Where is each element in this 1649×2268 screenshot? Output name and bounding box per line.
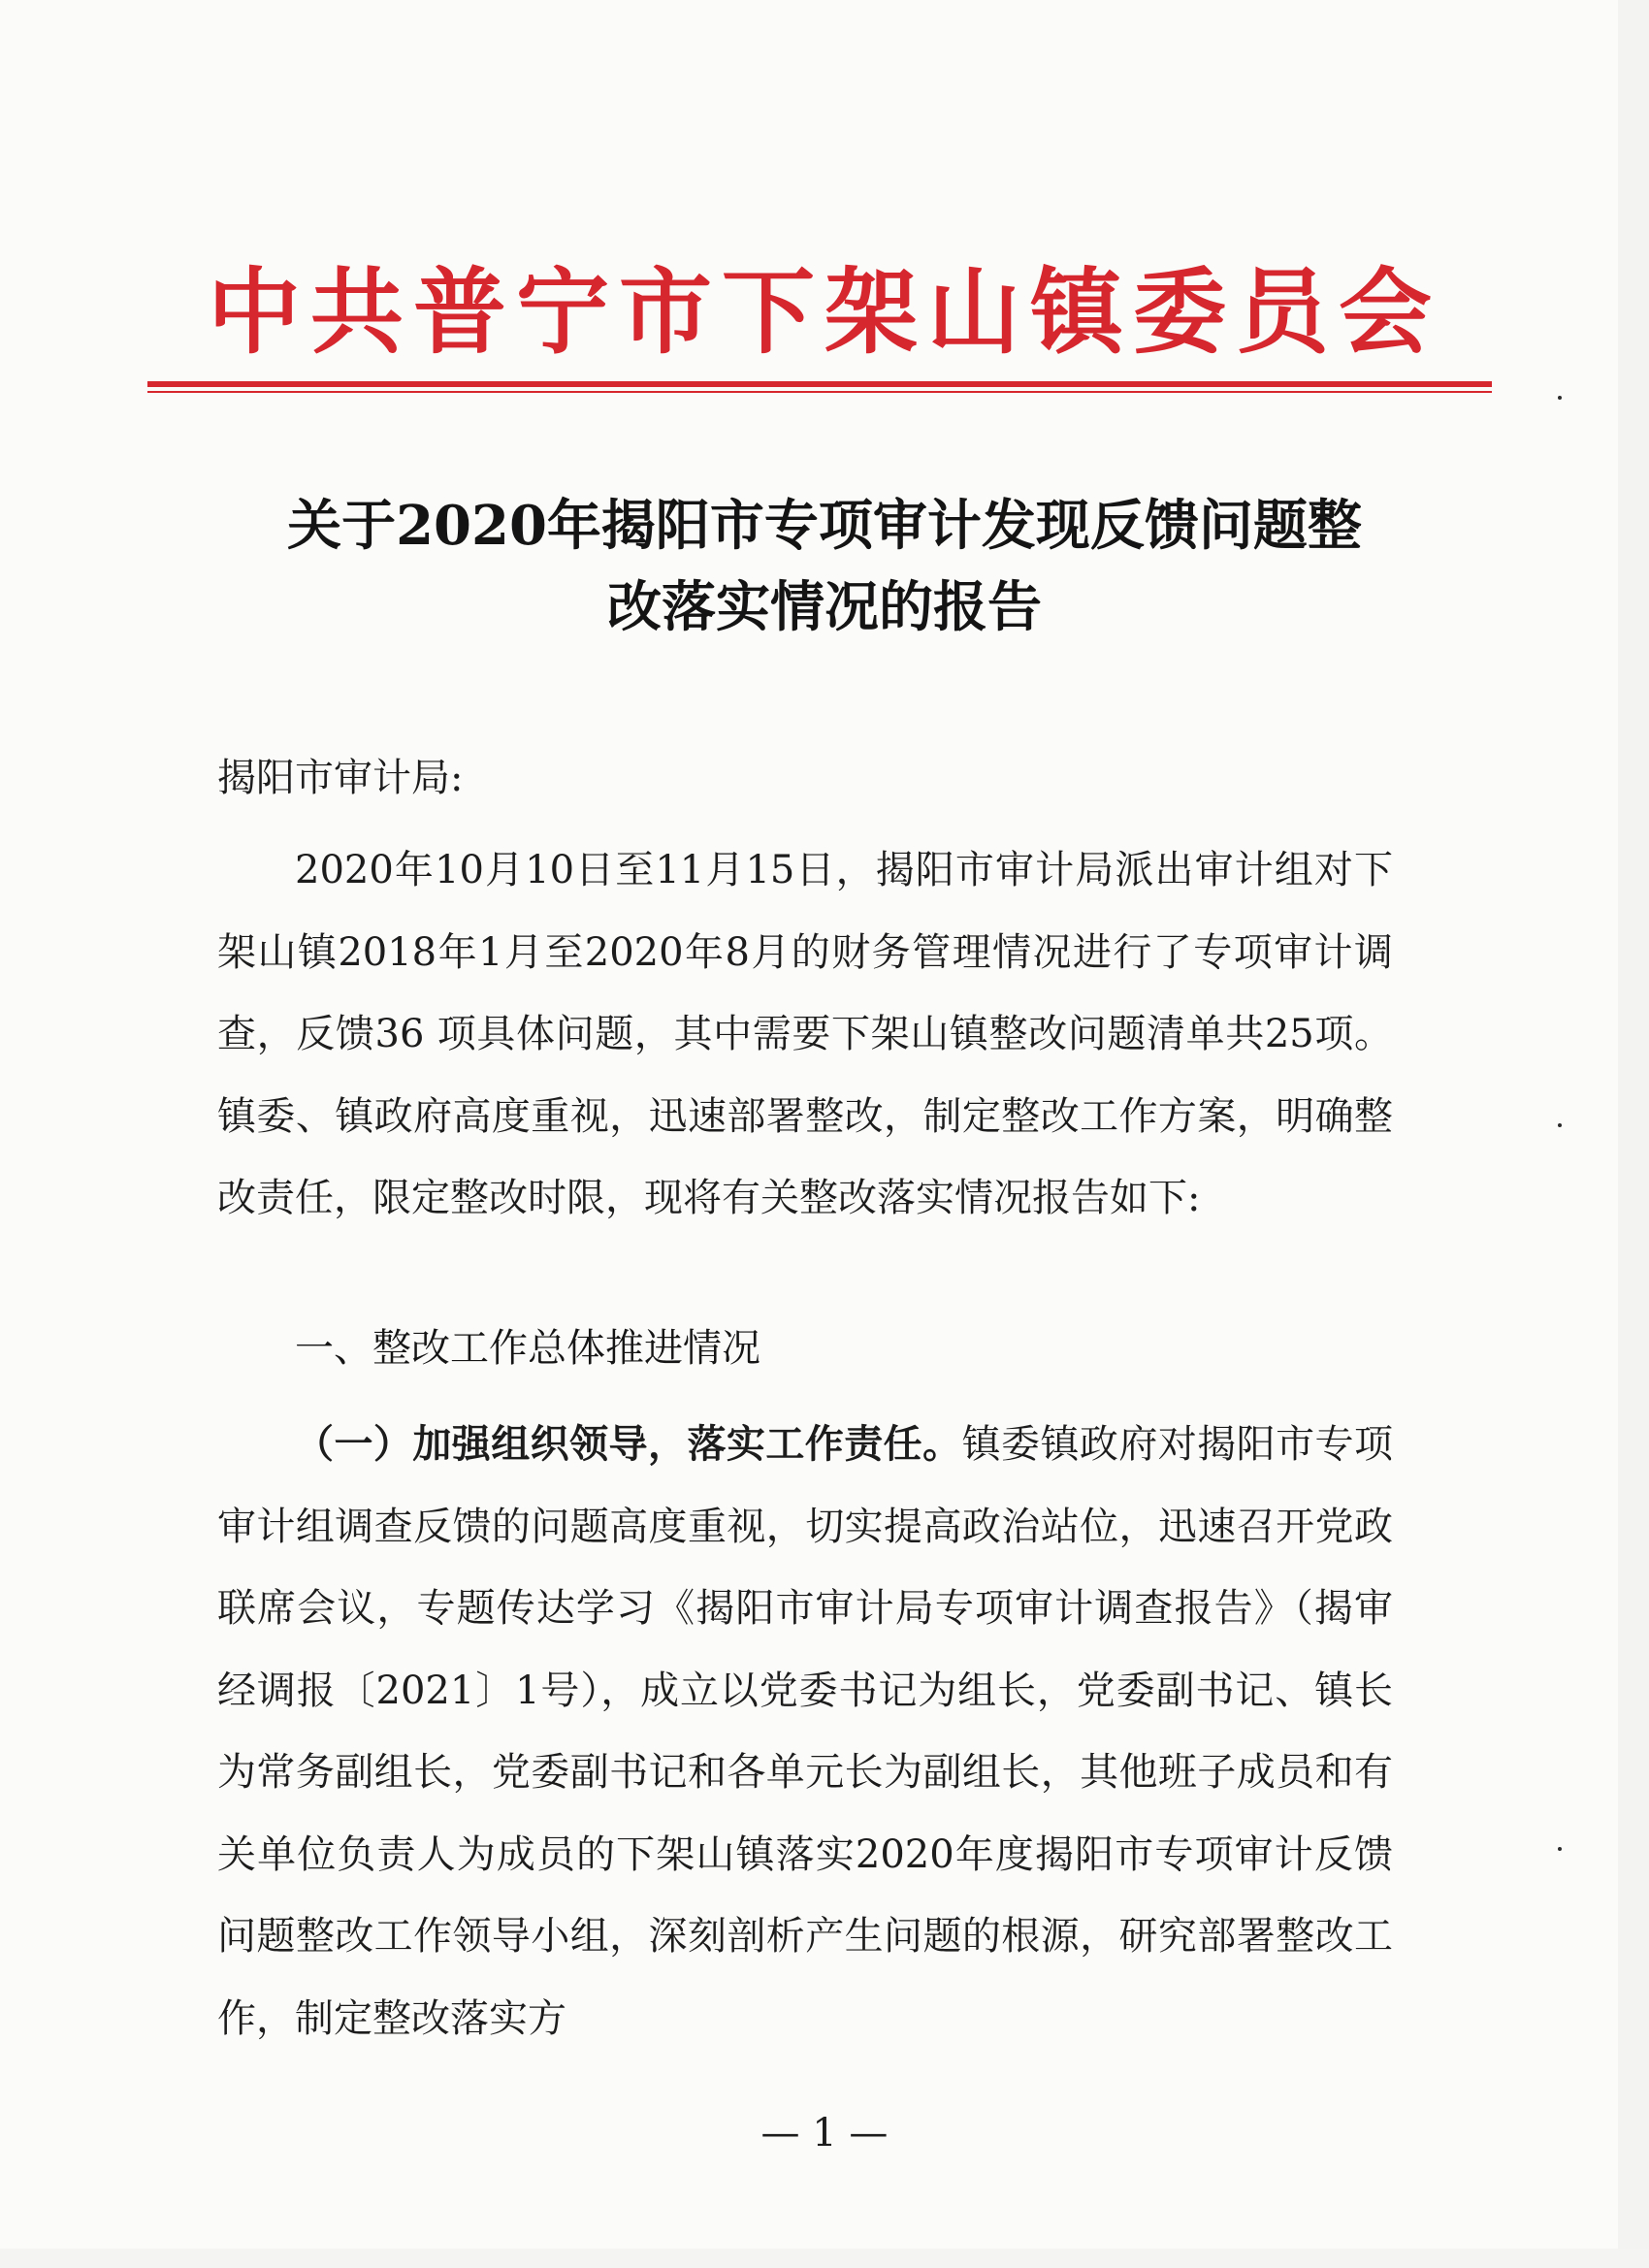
paragraph-body: 镇委镇政府对揭阳市专项审计组调查反馈的问题高度重视，切实提高政治站位，迅速召开党政联席会议，专题传达学习《揭阳市审计局专项审计调查报告》（揭审经调报〔2021〕1号），成立以党委书记为组长，党委副书记、镇长为常务副组长，党委副书记和各单元长为副组长，其他班子成员和有关单位负责人为成员的下架山镇落实2020年度揭阳市专项审计反馈问题整改工作领导小组，深刻剖析产生问题的根源，研究部署整改工作，制定整改落实方 xyxy=(217,1422,1394,2041)
scan-edge-bottom xyxy=(0,2249,1649,2268)
scan-speck xyxy=(1558,1123,1562,1127)
document-title xyxy=(194,485,1455,648)
section-heading-1: 一、整改工作总体推进情况 xyxy=(295,1326,760,1371)
paragraph-organization xyxy=(217,1404,1393,2059)
letterhead-title: 中共普宁市下架山镇委员会 xyxy=(208,257,1441,367)
document-title-line-2: 改落实情况的报告 xyxy=(607,575,1042,639)
page-number: — 1 — xyxy=(760,2111,889,2155)
scan-edge xyxy=(1618,0,1649,2268)
scan-speck xyxy=(1558,396,1562,400)
salutation: 揭阳市审计局: xyxy=(217,756,464,800)
scan-speck xyxy=(1558,1847,1562,1851)
letterhead-red-rule-thin xyxy=(147,391,1492,393)
paragraph-lead: （一）加强组织领导，落实工作责任。 xyxy=(295,1421,962,1467)
paragraph-intro: 2020年10月10日至11月15日，揭阳市审计局派出审计组对下架山镇2018年1月至2020年8月的财务管理情况进行了专项审计调查，反馈36 项具体问题，其中需要下架山镇整改问题清单共25项。镇委、镇政府高度重视，迅速部署整改，制定整改工作方案，明确整改责任，限定整改时限，现将有关整改落实情况报告如下: xyxy=(217,848,1393,1220)
letterhead-red-rule xyxy=(147,381,1492,387)
document-title-line-1: 关于2020年揭阳市专项审计发现反馈问题整 xyxy=(287,494,1362,558)
